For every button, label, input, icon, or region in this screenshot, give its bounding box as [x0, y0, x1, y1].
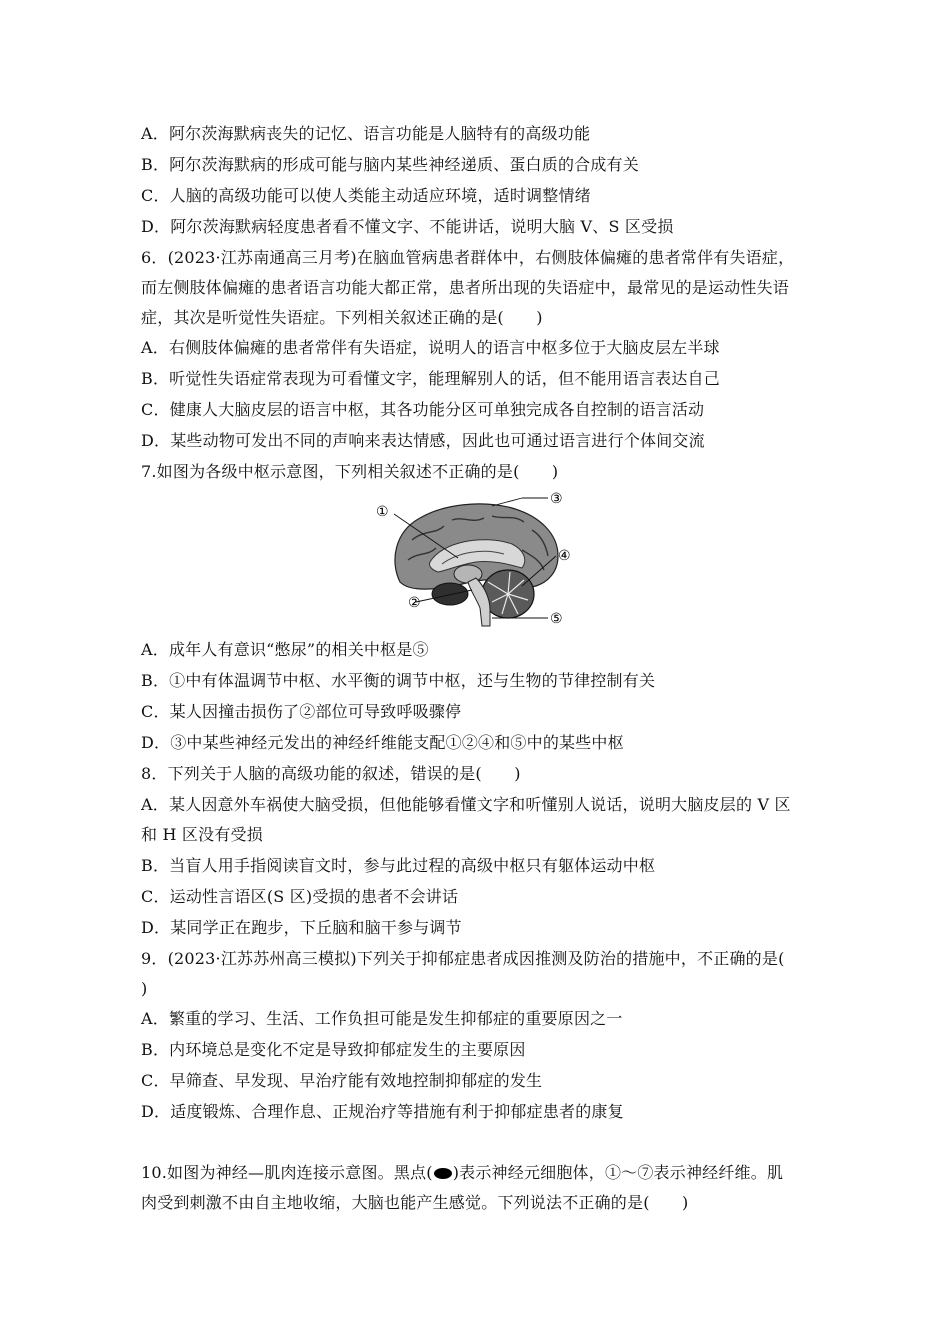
q9-option-a: A．繁重的学习、生活、工作负担可能是发生抑郁症的重要原因之一	[141, 1009, 623, 1028]
q9-option-c: C．早筛查、早发现、早治疗能有效地控制抑郁症的发生	[141, 1071, 543, 1090]
q8-option-a-line-2: 和 H 区没有受损	[141, 825, 263, 844]
q10-stem-line-1	[141, 1163, 783, 1183]
brain-label-3: ③	[550, 491, 563, 507]
q6-stem-line-2: 而左侧肢体偏瘫的患者语言功能大都正常，患者所出现的失语症中，最常见的是运动性失语	[141, 278, 790, 297]
brain-label-4: ④	[558, 548, 571, 564]
q6-stem-line-1: 6．(2023·江苏南通高三月考)在脑血管病患者群体中，右侧肢体偏瘫的患者常伴有失语症，	[141, 248, 795, 267]
q8-option-c: C．运动性言语区(S 区)受损的患者不会讲话	[141, 887, 459, 906]
q10-stem-line-2: 肉受到刺激不由自主地收缩，大脑也能产生感觉。下列说法不正确的是( )	[141, 1193, 689, 1212]
brain-diagram	[372, 490, 582, 630]
q5-option-b: B．阿尔茨海默病的形成可能与脑内某些神经递质、蛋白质的合成有关	[141, 155, 639, 174]
q7-stem: 7.如图为各级中枢示意图，下列相关叙述不正确的是( )	[141, 462, 559, 481]
q9-option-d: D．适度锻炼、合理作息、正规治疗等措施有利于抑郁症患者的康复	[141, 1102, 624, 1121]
q7-option-b: B．①中有体温调节中枢、水平衡的调节中枢，还与生物的节律控制有关	[141, 671, 656, 690]
q6-option-a: A．右侧肢体偏瘫的患者常伴有失语症，说明人的语言中枢多位于大脑皮层左半球	[141, 338, 720, 357]
q6-option-d: D．某些动物可发出不同的声响来表达情感，因此也可通过语言进行个体间交流	[141, 431, 705, 450]
q8-option-d: D．某同学正在跑步，下丘脑和脑干参与调节	[141, 918, 462, 937]
q8-option-a-line-1: A．某人因意外车祸使大脑受损，但他能够看懂文字和听懂别人说话，说明大脑皮层的 V 区	[141, 795, 791, 814]
q5-option-a: A．阿尔茨海默病丧失的记忆、语言功能是人脑特有的高级功能	[141, 124, 591, 143]
q9-option-b: B．内环境总是变化不定是导致抑郁症发生的主要原因	[141, 1040, 526, 1059]
brain-diagram-figure	[372, 490, 582, 630]
brain-label-2: ②	[408, 595, 421, 611]
q8-option-b: B．当盲人用手指阅读盲文时，参与此过程的高级中枢只有躯体运动中枢	[141, 856, 656, 875]
q6-stem-line-3: 症，其次是听觉性失语症。下列相关叙述正确的是( )	[141, 308, 543, 327]
q9-stem-line-2: )	[141, 979, 148, 998]
brain-label-1: ①	[376, 504, 389, 520]
q10-stem-part-b: )表示神经元细胞体，①～⑦表示神经纤维。肌	[452, 1163, 784, 1182]
q10-stem-part-a: 10.如图为神经—肌肉连接示意图。黑点(	[141, 1163, 433, 1182]
q7-option-a: A．成年人有意识“憋尿”的相关中枢是⑤	[141, 640, 429, 659]
q6-option-b: B．听觉性失语症常表现为可看懂文字，能理解别人的话，但不能用语言表达自己	[141, 369, 720, 388]
black-dot-icon	[434, 1168, 452, 1179]
q8-stem: 8．下列关于人脑的高级功能的叙述，错误的是( )	[141, 764, 521, 783]
q7-option-c: C．某人因撞击损伤了②部位可导致呼吸骤停	[141, 702, 462, 721]
q5-option-d: D．阿尔茨海默病轻度患者看不懂文字、不能讲话，说明大脑 V、S 区受损	[141, 217, 674, 236]
q5-option-c: C．人脑的高级功能可以使人类能主动适应环境，适时调整情绪	[141, 186, 591, 205]
q7-option-d: D．③中某些神经元发出的神经纤维能支配①②④和⑤中的某些中枢	[141, 733, 624, 752]
q9-stem-line-1: 9．(2023·江苏苏州高三模拟)下列关于抑郁症患者成因推测及防治的措施中，不正确的是(	[141, 949, 785, 968]
brain-label-5: ⑤	[550, 611, 563, 627]
q6-option-c: C．健康人大脑皮层的语言中枢，其各功能分区可单独完成各自控制的语言活动	[141, 400, 705, 419]
